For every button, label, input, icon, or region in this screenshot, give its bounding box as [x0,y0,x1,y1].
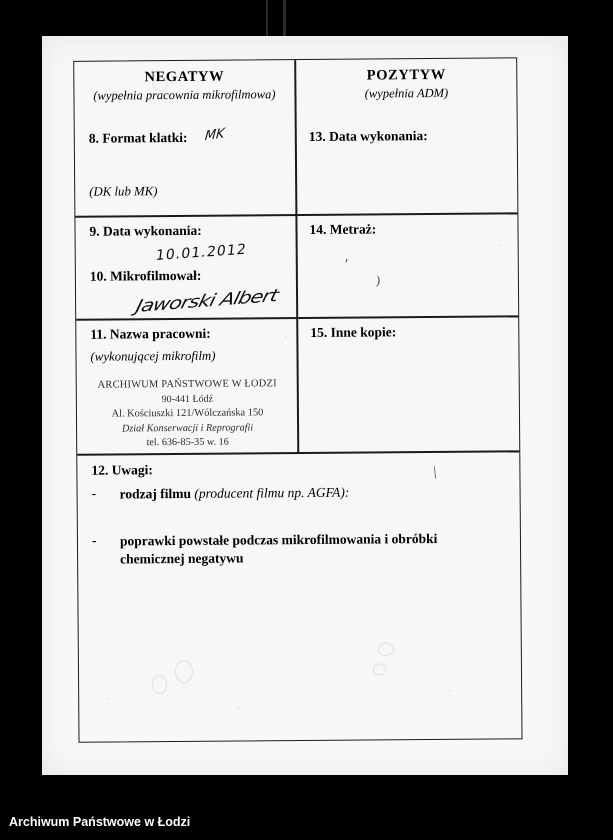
field-10-label: 10. Mikrofilmował: [89,267,202,284]
field-8-label: 8. Format klatki: [88,129,188,146]
field-15-inne-kopie[interactable] [310,322,510,342]
header-negative-subtitle: (wypełnia pracownia mikrofilmowa) [93,87,276,103]
field-12-bullet-1-bold: rodzaj filmu [119,485,192,502]
field-14-metraz[interactable] [309,219,509,239]
archive-stamp-line-3: Al. Kościuszki 121/Wólczańska 150 [111,407,264,420]
field-9-value[interactable]: 10.01.2012 [154,241,248,265]
archive-stamp-line-1: ARCHIWUM PAŃSTWOWE W ŁODZI [97,378,277,391]
archive-stamp-line-2: 90-441 Łódź [161,393,214,405]
field-13-label: 13. Data wykonania: [308,128,428,144]
field-10-signature[interactable]: Jaworski Albert [133,285,280,317]
archive-stamp-line-4: Dział Konserwacji i Reprografii [121,422,254,435]
archive-stamp-line-5: tel. 636-85-35 w. 16 [146,436,229,449]
field-15-value[interactable] [310,346,506,443]
stray-pen-mark: ' [341,256,350,273]
field-12-bullet-2-dash: - [91,532,97,548]
header-negative-title: NEGATYW [144,68,225,86]
footer-bar [0,800,613,840]
field-12-uwagi[interactable] [91,458,511,479]
scan-streak [266,0,268,36]
field-8-hint: (DK lub MK) [89,184,158,199]
field-12-bullet-1-italic: (producent filmu np. AGFA): [194,484,350,501]
table-row-divider [77,450,519,455]
header-cell-positive [294,66,518,102]
field-8-format-klatki[interactable] [89,128,289,148]
table-column-divider [294,60,299,454]
field-14-label: 14. Metraż: [309,221,377,237]
field-10-mikrofilmowal[interactable] [90,266,290,286]
archive-stamp [85,377,291,451]
form-table [73,57,522,742]
field-9-data-wykonania[interactable] [89,221,289,241]
field-12-bullet-1-text [120,482,500,503]
footer-caption: Archiwum Państwowe w Łodzi [9,815,191,829]
field-14-value[interactable] [310,243,505,305]
field-12-label: 12. Uwagi: [91,462,153,478]
stray-pen-mark: ) [375,272,382,288]
field-13-value[interactable] [309,150,504,207]
field-11-nazwa-pracowni[interactable] [90,324,290,344]
field-11-label: 11. Nazwa pracowni: [90,325,211,342]
field-9-label: 9. Data wykonania: [89,222,202,239]
scan-streak [283,0,286,36]
field-8-value[interactable]: MK [204,126,226,145]
field-11-hint: (wykonującej mikrofilm) [90,348,216,364]
header-cell-negative [74,68,294,104]
field-12-bullet-1[interactable] [91,482,502,502]
field-15-label: 15. Inne kopie: [310,324,397,340]
header-positive-subtitle: (wypełnia ADM) [364,85,449,101]
field-13-data-wykonania[interactable] [309,126,509,146]
field-12-bullet-2[interactable] [91,529,502,567]
stray-pen-mark: \ [430,462,440,483]
field-12-bullet-2-text: poprawki powstałe podczas mikrofilmowania i obróbki chemicznej negatywu [119,530,438,567]
header-positive-title: POZYTYW [366,66,446,84]
field-12-bullet-1-dash: - [91,485,97,501]
scanned-page [42,36,568,775]
